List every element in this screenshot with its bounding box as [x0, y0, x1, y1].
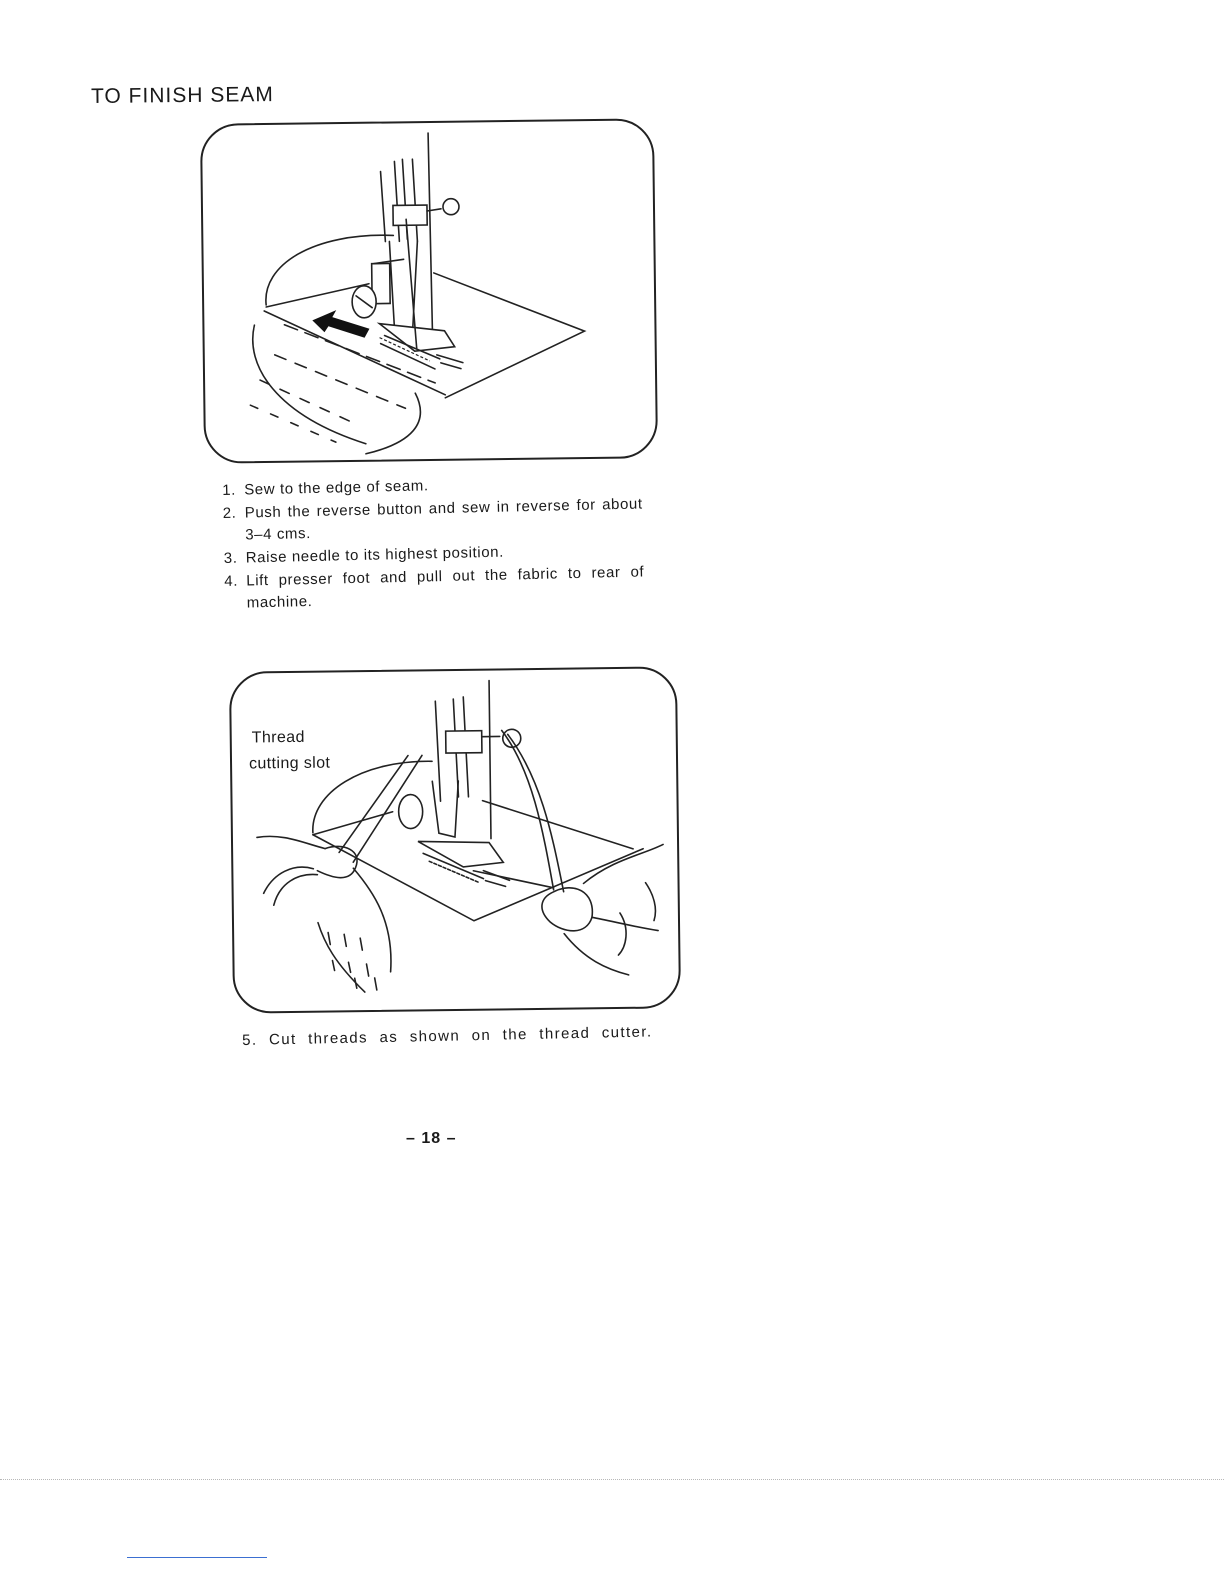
callout-line-2: cutting slot [248, 754, 331, 773]
instruction-steps [222, 470, 645, 615]
thread-cutting-illustration [231, 668, 679, 1011]
callout-line-1: Thread [251, 728, 305, 747]
step-number: 3. [223, 549, 238, 567]
step-text: Raise needle to its highest position. [245, 543, 505, 567]
page-number: – 18 – [406, 1130, 457, 1147]
step-text: Push the reverse button and sew in reverse for about 3–4 cms. [244, 495, 643, 544]
step-number: 1. [222, 481, 237, 499]
thread-cutting-slot-label [248, 725, 331, 778]
figure-thread-cutter [229, 666, 681, 1013]
step-text: Sew to the edge of seam. [244, 477, 429, 499]
step-4 [224, 561, 645, 615]
step-5-caption: 5. Cut threads as shown on the thread cutter. [242, 1023, 653, 1049]
sewing-machine-reverse-illustration [202, 120, 656, 461]
step-number: 2. [222, 504, 237, 522]
figure-sew-reverse [200, 118, 658, 464]
bottom-rule [127, 1557, 267, 1558]
scan-artifact-line [0, 1479, 1224, 1481]
step-number: 4. [224, 572, 239, 590]
step-text: Lift presser foot and pull out the fabric to rear of machine. [246, 563, 645, 612]
page-title: TO FINISH SEAM [90, 83, 274, 108]
